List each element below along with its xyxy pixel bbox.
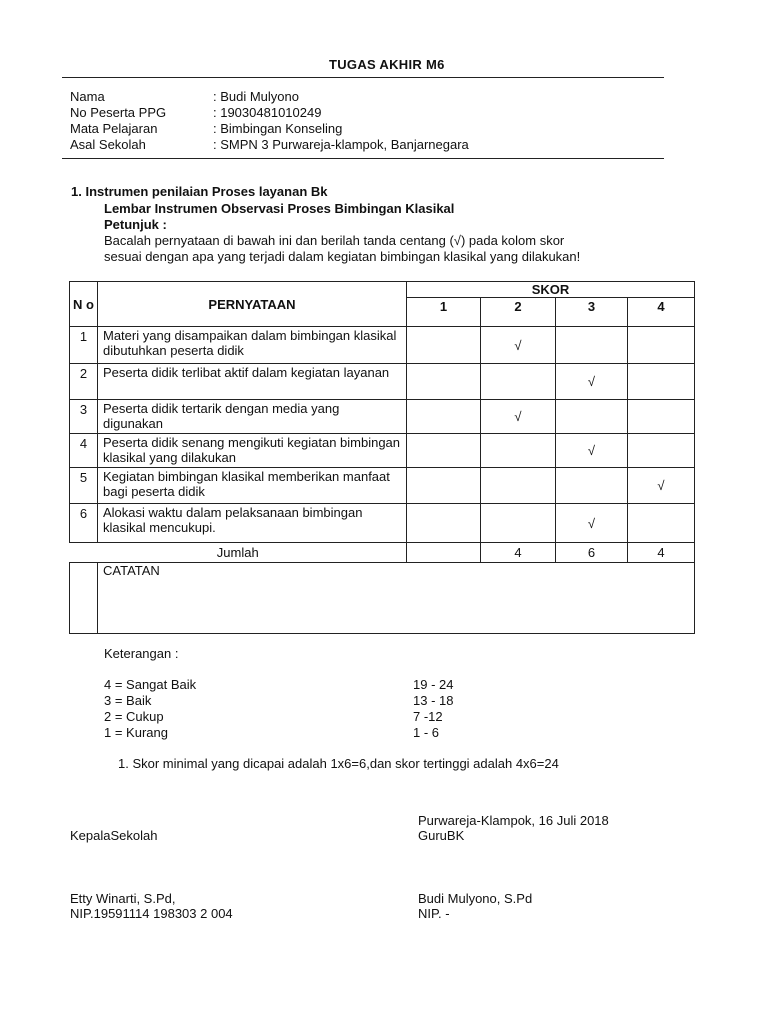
check-mark: √ xyxy=(587,515,596,531)
score-cell-3 xyxy=(556,400,628,434)
check-mark: √ xyxy=(587,443,596,458)
identity-label: No Peserta PPG xyxy=(70,105,167,120)
place-date: Purwareja-Klampok, 16 Juli 2018 xyxy=(418,813,609,828)
score-cell-3 xyxy=(556,364,628,400)
total-score-2: 4 xyxy=(481,543,556,563)
row-statement: Peserta didik senang mengikuti kegiatan bimbingan klasikal yang dilakukan xyxy=(98,434,407,468)
table-row xyxy=(70,504,695,543)
score-cell-2 xyxy=(481,434,556,468)
score-column-2: 2 xyxy=(481,298,556,327)
table-row xyxy=(70,327,695,364)
table-header-row xyxy=(70,282,695,298)
row-statement: Materi yang disampaikan dalam bimbingan klasikal dibutuhkan peserta didik xyxy=(98,327,407,364)
check-mark: √ xyxy=(514,337,522,353)
instructions-label: Petunjuk : xyxy=(104,217,167,232)
row-number: 5 xyxy=(70,468,98,504)
total-score-3: 6 xyxy=(556,543,628,563)
total-score-4: 4 xyxy=(628,543,695,563)
identity-label: Asal Sekolah xyxy=(70,137,146,152)
score-cell-3 xyxy=(556,504,628,543)
right-signer-role: GuruBK xyxy=(418,828,465,843)
table-row xyxy=(70,434,695,468)
table-row xyxy=(70,400,695,434)
row-number: 2 xyxy=(70,364,98,400)
row-number: 6 xyxy=(70,504,98,543)
score-cell-3 xyxy=(556,327,628,364)
score-cell-2 xyxy=(481,400,556,434)
total-score-1 xyxy=(407,543,481,563)
column-header-score: SKOR xyxy=(407,282,695,298)
score-cell-1 xyxy=(407,504,481,543)
section-heading: 1. Instrumen penilaian Proses layanan Bk xyxy=(71,184,328,199)
legend-range: 7 -12 xyxy=(413,709,443,724)
column-header-statement: PERNYATAAN xyxy=(98,282,407,327)
row-number: 3 xyxy=(70,400,98,434)
score-cell-4 xyxy=(628,364,695,400)
score-cell-2 xyxy=(481,327,556,364)
notes-row xyxy=(70,563,695,634)
left-signer-nip: NIP.19591114 198303 2 004 xyxy=(70,906,233,921)
notes-margin-cell xyxy=(70,563,98,634)
score-column-3: 3 xyxy=(556,298,628,327)
legend-note: 1. Skor minimal yang dicapai adalah 1x6=6,dan skor tertinggi adalah 4x6=24 xyxy=(118,756,559,771)
column-header-no: N o xyxy=(70,282,98,327)
instructions-line: sesuai dengan apa yang terjadi dalam kegiatan bimbingan klasikal yang dilakukan! xyxy=(104,249,581,264)
right-signer-nip: NIP. - xyxy=(418,906,450,921)
identity-value: : Bimbingan Konseling xyxy=(213,121,343,136)
legend-label: 1 = Kurang xyxy=(104,725,168,740)
notes-label: CATATAN xyxy=(103,563,160,578)
legend-range: 1 - 6 xyxy=(413,725,440,740)
score-cell-2 xyxy=(481,364,556,400)
row-statement: Alokasi waktu dalam pelaksanaan bimbingan klasikal mencukupi. xyxy=(98,504,407,543)
observation-table xyxy=(69,281,695,634)
document-title: TUGAS AKHIR M6 xyxy=(329,57,445,72)
legend-label: 2 = Cukup xyxy=(104,709,164,724)
score-cell-4 xyxy=(628,400,695,434)
identity-value: : SMPN 3 Purwareja-klampok, Banjarnegara xyxy=(213,137,469,152)
score-cell-3 xyxy=(556,434,628,468)
score-cell-1 xyxy=(407,327,481,364)
row-number: 1 xyxy=(70,327,98,364)
row-statement: Peserta didik tertarik dengan media yang digunakan xyxy=(98,400,407,434)
identity-label: Mata Pelajaran xyxy=(70,121,158,136)
legend-title: Keterangan : xyxy=(104,646,179,661)
row-number: 4 xyxy=(70,434,98,468)
table-row xyxy=(70,468,695,504)
identity-value: : Budi Mulyono xyxy=(213,89,299,104)
score-cell-4 xyxy=(628,468,695,504)
legend-range: 13 - 18 xyxy=(413,693,454,708)
score-cell-4 xyxy=(628,434,695,468)
left-signer-name: Etty Winarti, S.Pd, xyxy=(70,891,176,906)
left-signer-role: KepalaSekolah xyxy=(70,828,158,843)
identity-value: : 19030481010249 xyxy=(213,105,322,120)
score-cell-1 xyxy=(407,364,481,400)
title-rule xyxy=(62,77,664,78)
legend-range: 19 - 24 xyxy=(413,677,454,692)
score-cell-1 xyxy=(407,468,481,504)
score-cell-2 xyxy=(481,468,556,504)
notes-cell xyxy=(98,563,695,634)
score-column-4: 4 xyxy=(628,298,695,327)
score-cell-1 xyxy=(407,400,481,434)
identity-label: Nama xyxy=(70,89,105,104)
row-statement: Peserta didik terlibat aktif dalam kegiatan layanan xyxy=(98,364,407,400)
legend-label: 4 = Sangat Baik xyxy=(104,677,197,692)
check-mark: √ xyxy=(514,409,522,424)
identity-rule xyxy=(62,158,664,159)
table-row xyxy=(70,364,695,400)
section-subheading: Lembar Instrumen Observasi Proses Bimbingan Klasikal xyxy=(104,201,455,216)
check-mark: √ xyxy=(587,374,596,389)
check-mark: √ xyxy=(657,478,665,493)
score-cell-4 xyxy=(628,327,695,364)
score-cell-2 xyxy=(481,504,556,543)
right-signer-name: Budi Mulyono, S.Pd xyxy=(418,891,533,906)
legend-label: 3 = Baik xyxy=(104,693,152,708)
instructions-line: Bacalah pernyataan di bawah ini dan berilah tanda centang (√) pada kolom skor xyxy=(104,233,565,248)
total-row xyxy=(70,543,695,563)
score-cell-4 xyxy=(628,504,695,543)
score-column-1: 1 xyxy=(407,298,481,327)
total-label: Jumlah xyxy=(70,543,407,563)
score-cell-3 xyxy=(556,468,628,504)
score-cell-1 xyxy=(407,434,481,468)
row-statement: Kegiatan bimbingan klasikal memberikan manfaat bagi peserta didik xyxy=(98,468,407,504)
